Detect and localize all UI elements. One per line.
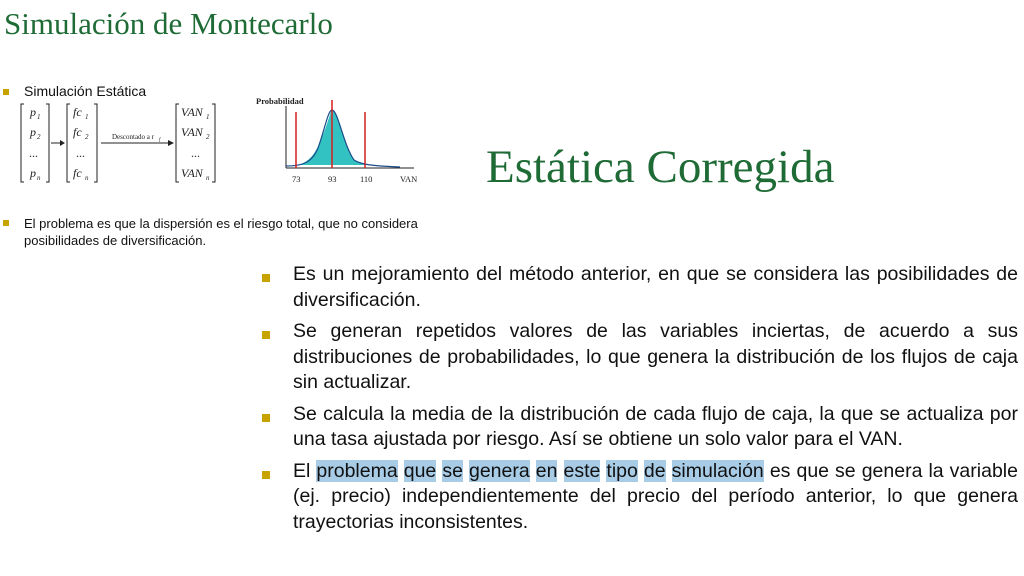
highlighted-word: en <box>535 459 558 482</box>
bullet-text: Se calcula la media de la distribución de cada flujo de caja, la que se actualiza por una tasa ajustada por riesgo. Así se obtiene un solo valor para el VAN. <box>293 402 1018 450</box>
tick-110: 110 <box>360 174 373 184</box>
bullet-text: Se generan repetidos valores de las variables inciertas, de acuerdo a sus distribuciones de probabilidades, lo que genera la distribución de los flujos de caja sin actualizar. <box>293 320 1018 393</box>
list-item <box>258 402 1018 453</box>
bullet-marker <box>262 471 270 479</box>
van-ellipsis: ... <box>191 146 200 160</box>
main-bullet-list <box>258 262 1018 541</box>
fc2-label: fc <box>73 125 82 139</box>
highlighted-word: de <box>643 459 666 482</box>
highlighted-word: genera <box>468 459 530 482</box>
chart-ylabel: Probabilidad <box>256 96 304 106</box>
highlighted-word: que <box>403 459 437 482</box>
slide-title: Simulación de Montecarlo <box>4 6 333 41</box>
p1-sub: 1 <box>37 113 41 121</box>
vann-sub: n <box>206 174 210 182</box>
highlighted-word: problema <box>316 459 398 482</box>
fcn-sub: n <box>85 174 89 182</box>
list-item <box>258 262 1018 313</box>
van1-label: VAN <box>181 105 203 119</box>
bullet-marker <box>3 220 9 226</box>
bullet-problema-line1: El problema es que la dispersión es el riesgo total, que no considera <box>24 216 418 231</box>
fc1-sub: 1 <box>85 113 89 121</box>
van2-sub: 2 <box>206 133 210 141</box>
vann-label: VAN <box>181 166 203 180</box>
van-distribution-chart <box>252 92 432 188</box>
van2-label: VAN <box>181 125 203 139</box>
fc1-label: fc <box>73 105 82 119</box>
p-ellipsis: ... <box>29 146 38 160</box>
pn-label: p <box>30 166 36 180</box>
highlighted-word: tipo <box>606 459 638 482</box>
static-simulation-diagram <box>20 100 230 188</box>
list-item <box>258 459 1018 536</box>
pn-sub: n <box>37 174 41 182</box>
fcn-label: fc <box>73 166 82 180</box>
highlighted-word: El <box>293 459 311 482</box>
p2-label: p <box>30 125 36 139</box>
bullet-marker <box>262 414 270 422</box>
section-heading: Estática Corregida <box>486 141 835 193</box>
fc2-sub: 2 <box>85 133 89 141</box>
bullet-text: Es un mejoramiento del método anterior, en que se considera las posibilidades de diversificación. <box>293 263 1018 311</box>
fc-ellipsis: ... <box>76 146 85 160</box>
p2-sub: 2 <box>37 133 41 141</box>
bullet-text-rest: es que se genera la variable (ej. precio) independientemente del precio del período anterior, lo que genera trayectorias inconsistentes. <box>293 459 1018 533</box>
p1-label: p <box>30 105 36 119</box>
distribution-fill <box>296 110 365 165</box>
highlighted-word: simulación <box>671 459 764 482</box>
arrow-label-sub: f <box>159 138 161 143</box>
bullet-simulacion-estatica: Simulación Estática <box>24 83 147 99</box>
van1-sub: 1 <box>206 113 210 121</box>
bullet-marker <box>3 89 9 95</box>
bullet-marker <box>262 274 270 282</box>
bullet-marker <box>262 331 270 339</box>
bullet-text <box>293 459 1018 536</box>
chart-xlabel: VAN <box>400 174 418 184</box>
tick-73: 73 <box>292 174 301 184</box>
tick-93: 93 <box>328 174 337 184</box>
bullet-problema-line2: posibilidades de diversificación. <box>24 233 207 248</box>
highlighted-word: este <box>563 459 601 482</box>
list-item <box>258 319 1018 396</box>
highlighted-word: se <box>442 459 463 482</box>
arrow-label: Descontado a r <box>112 133 154 141</box>
